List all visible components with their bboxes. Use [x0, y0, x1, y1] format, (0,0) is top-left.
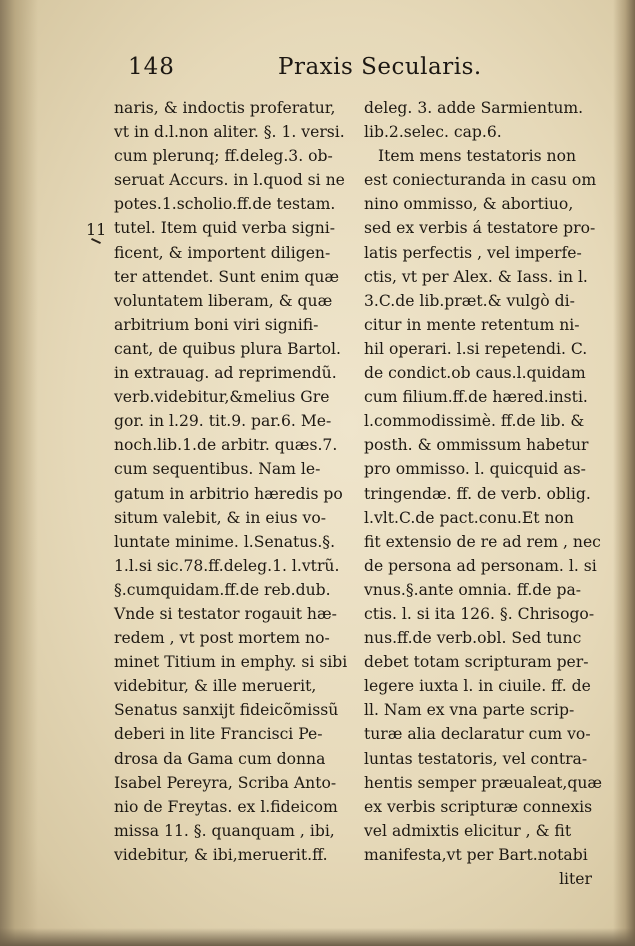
- text-line: hil operari. l.si repetendi. C.: [364, 339, 588, 358]
- text-line: ter attendet. Sunt enim quæ: [114, 267, 340, 286]
- text-line: luntas testatoris, vel contra-: [364, 749, 588, 768]
- text-line: nio de Freytas. ex l.fideicom: [114, 797, 338, 816]
- text-line: est coniecturanda in casu om: [364, 171, 597, 190]
- text-line: verb.videbitur,&melius Gre: [114, 388, 330, 407]
- text-line: 3.C.de lib.præt.& vulgò di-: [364, 291, 575, 310]
- text-line: potes.1.scholio.ff.de testam.: [114, 195, 336, 214]
- text-column-right: [364, 96, 603, 891]
- text-line: debet totam scripturam per-: [364, 653, 589, 672]
- text-line: missa 11. §. quanquam , ibi,: [114, 821, 335, 840]
- text-line: cum plerunq; ff.deleg.3. ob-: [114, 147, 333, 166]
- text-line: l.vlt.C.de pact.conu.Et non: [364, 508, 574, 527]
- text-line: arbitrium boni viri signifi-: [114, 315, 319, 334]
- text-line: manifesta,vt per Bart.notabi: [364, 845, 588, 864]
- text-line: videbitur, & ille meruerit,: [114, 677, 317, 696]
- page-edge-right: [613, 0, 635, 946]
- text-line: ficent, & importent diligen-: [114, 243, 331, 262]
- text-line: minet Titium in emphy. si sibi: [114, 653, 348, 672]
- text-line: §.cumquidam.ff.de reb.dub.: [114, 580, 331, 599]
- text-line: Vnde si testator rogauit hæ-: [114, 604, 337, 623]
- text-line: vt in d.l.non aliter. §. 1. versi.: [114, 123, 345, 142]
- text-line: l.commodissimè. ff.de lib. &: [364, 412, 585, 431]
- text-line: Isabel Pereyra, Scriba Anto-: [114, 773, 337, 792]
- page-header: [0, 54, 635, 90]
- text-line: deberi in lite Francisci Pe-: [114, 725, 323, 744]
- text-line: nus.ff.de verb.obl. Sed tunc: [364, 629, 582, 648]
- text-line: tringendæ. ff. de verb. oblig.: [364, 484, 591, 503]
- text-line: legere iuxta l. in ciuile. ff. de: [364, 677, 591, 696]
- text-line: tutel. Item quid verba signi-: [114, 219, 336, 238]
- text-line: nino ommisso, & abortiuo,: [364, 195, 574, 214]
- text-line: pro ommisso. l. quicquid as-: [364, 460, 586, 479]
- text-line: de condict.ob caus.l.quidam: [364, 364, 586, 383]
- text-line: Senatus sanxijt fideicõmissũ: [114, 701, 339, 720]
- text-line: noch.lib.1.de arbitr. quæs.7.: [114, 436, 338, 455]
- text-line: voluntatem liberam, & quæ: [114, 291, 333, 310]
- text-line: ex verbis scripturæ connexis: [364, 797, 593, 816]
- text-line: ctis, vt per Alex. & Iass. in l.: [364, 267, 588, 286]
- text-line: drosa da Gama cum donna: [114, 749, 326, 768]
- gutter-shadow: [0, 0, 38, 946]
- text-line: videbitur, & ibi,meruerit.ff.: [114, 845, 328, 864]
- text-line: vnus.§.ante omnia. ff.de pa-: [364, 580, 582, 599]
- text-line: cum sequentibus. Nam le-: [114, 460, 321, 479]
- text-line: redem , vt post mortem no-: [114, 629, 330, 648]
- text-line: situm valebit, & in eius vo-: [114, 508, 327, 527]
- text-line: Item mens testatoris non: [378, 147, 577, 166]
- text-line: hentis semper præualeat,quæ: [364, 773, 603, 792]
- text-line: seruat Accurs. in l.quod si ne: [114, 171, 345, 190]
- text-line: ll. Nam ex vna parte scrip-: [364, 701, 575, 720]
- page-edge-bottom: [0, 928, 635, 946]
- margin-note: 11: [86, 220, 107, 239]
- catchword: liter: [559, 870, 592, 888]
- text-line: 1.l.si sic.78.ff.deleg.1. l.vtrũ.: [114, 556, 340, 575]
- text-line: ctis. l. si ita 126. §. Chrisogo-: [364, 604, 595, 623]
- text-line: gatum in arbitrio hæredis po: [114, 484, 343, 503]
- text-line: deleg. 3. adde Sarmientum.: [364, 99, 584, 117]
- text-line: de persona ad personam. l. si: [364, 556, 597, 575]
- text-line: turæ alia declaratur cum vo-: [364, 725, 591, 744]
- text-line: luntate minime. l.Senatus.§.: [114, 532, 336, 551]
- text-line: lib.2.selec. cap.6.: [364, 123, 502, 142]
- running-head: Praxis Secularis.: [278, 54, 482, 80]
- text-line: cant, de quibus plura Bartol.: [114, 339, 341, 358]
- text-line: fit extensio de re ad rem , nec: [364, 532, 601, 551]
- text-line: gor. in l.29. tit.9. par.6. Me-: [114, 412, 332, 431]
- text-line: in extrauag. ad reprimendũ.: [114, 364, 337, 383]
- page-number: 148: [128, 54, 175, 80]
- text-line: latis perfectis , vel imperfe-: [364, 243, 582, 262]
- text-line: citur in mente retentum ni-: [364, 315, 580, 334]
- text-line: cum filium.ff.de hæred.insti.: [364, 388, 588, 407]
- text-column-left: [114, 96, 354, 867]
- text-line: posth. & ommissum habetur: [364, 436, 589, 455]
- text-line: naris, & indoctis proferatur,: [114, 99, 336, 117]
- text-line: vel admixtis elicitur , & fit: [364, 821, 572, 840]
- text-line: sed ex verbis á testatore pro-: [364, 219, 596, 238]
